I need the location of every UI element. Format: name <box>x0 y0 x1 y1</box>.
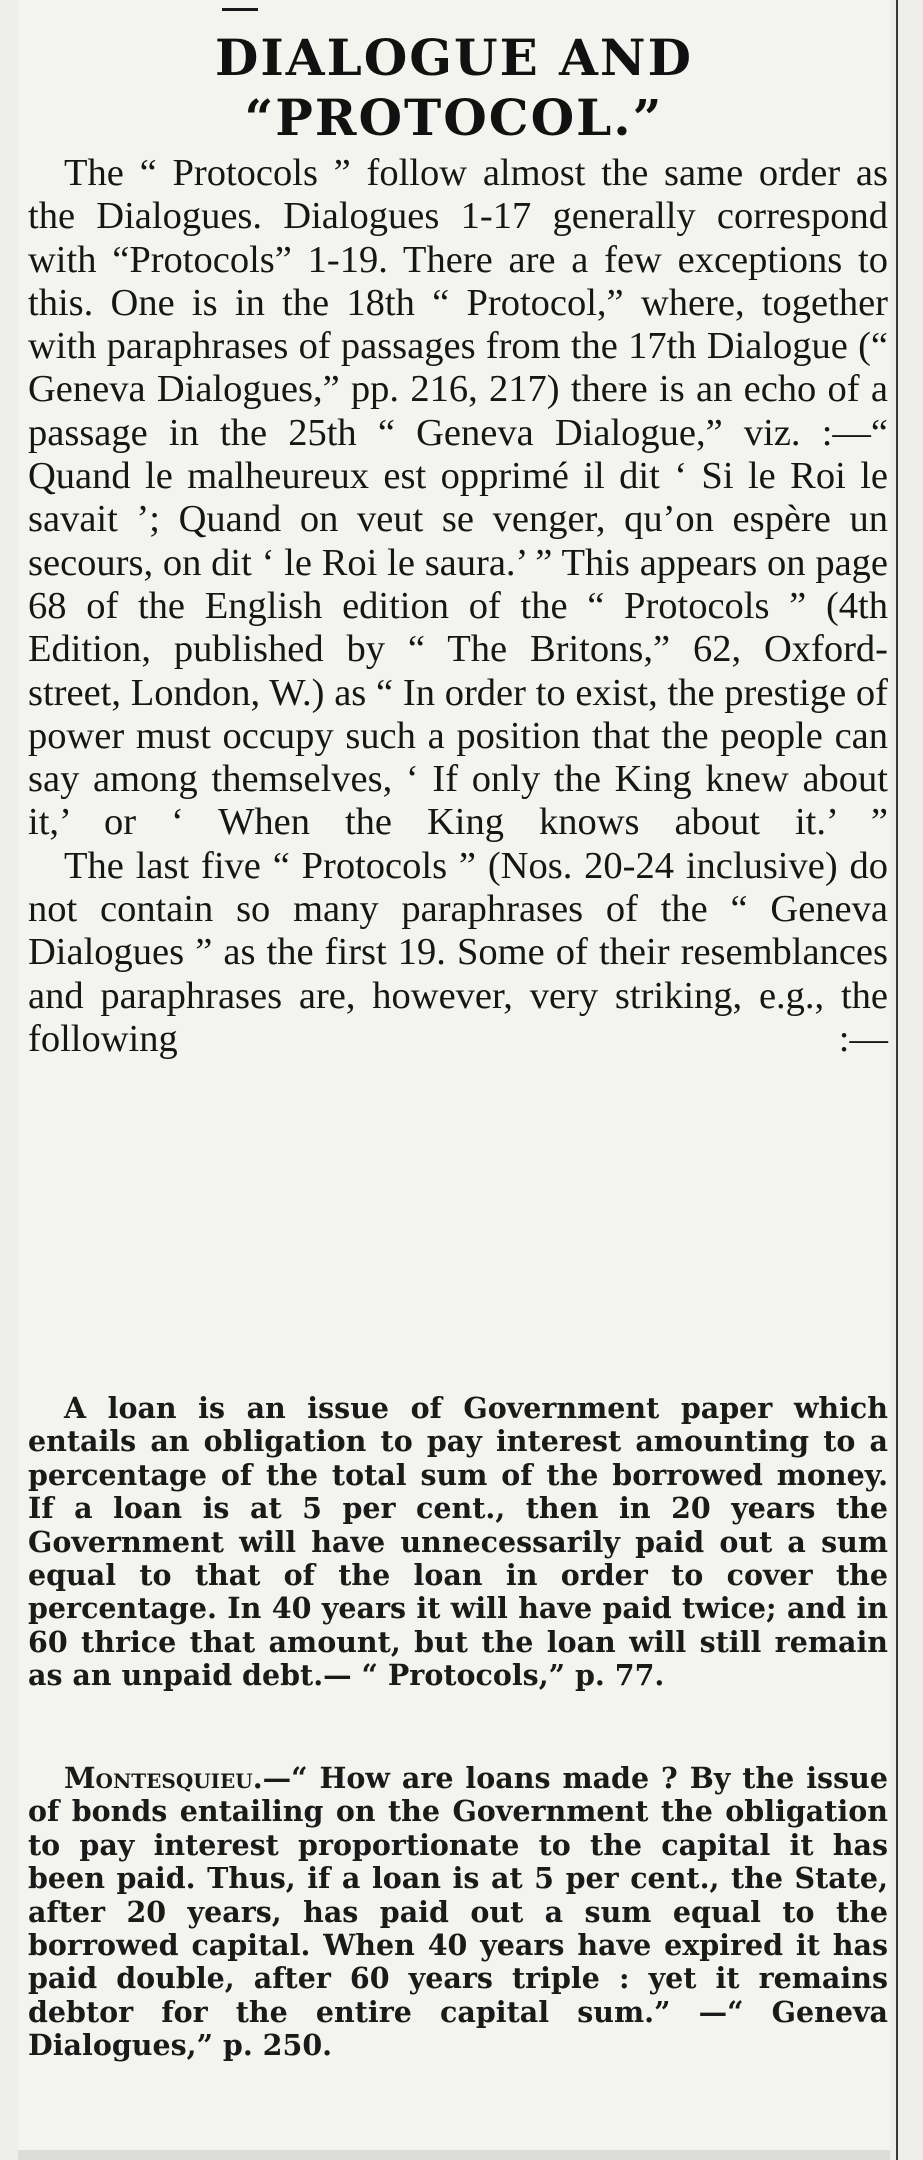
bottom-edge <box>18 2150 890 2160</box>
paragraph-protocols-order: The “ Protocols ” follow almost the same order as the Dialogues. Dialogues 1-17 generally correspond with “Protocols” 1-19. There are a few exceptions to this. One is in the 18th “ Protocol,” where, together with paraphrases of passages from the 17th Dialogue (“ Geneva Dialogues,” pp. 216, 217) there is an echo of a passage in the 25th “ Geneva Dialogue,” viz. :—“ Quand le malheureux est opprimé il dit ‘ Si le Roi le savait ’; Quand on veut se venger, qu’on espère un secours, on dit ‘ le Roi le saura.’ ” This appears on page 68 of the English edition of the “ Protocols ” (4th Edition, published by “ The Britons,” 62, Oxford-street, London, W.) as “ In order to exist, the prestige of power must occupy such a position that the people can say among themselves, ‘ If only the King knew about it,’ or ‘ When the King knows about it.’ ” <box>28 152 888 844</box>
paragraph-last-five: The last five “ Protocols ” (Nos. 20-24 inclusive) do not contain so many paraphrases of the “ Geneva Dialogues ” as the first 19. Some of their resemblances and paraphrases are, however, very striking, e.g., the following :— <box>28 844 888 1060</box>
headline-line-1: DIALOGUE AND <box>215 28 693 87</box>
headline <box>18 28 890 148</box>
quote-geneva-dialogues <box>28 1762 888 2063</box>
top-rule <box>222 8 258 11</box>
quote-protocols-text: A loan is an issue of Government paper which entails an obligation to pay interest amounting to a percentage of the total sum of the borrowed money. If a loan is at 5 per cent., then in 20 years the Government will have unnecessarily paid out a sum equal to that of the loan in order to cover the percentage. In 40 years it will have paid twice; and in 60 thrice that amount, but the loan will still remain as an unpaid debt.— “ Protocols,” p. 77. <box>28 1391 888 1693</box>
quote-speaker: Montesquieu. <box>64 1761 263 1795</box>
headline-line-2: “PROTOCOL.” <box>244 88 664 147</box>
column-rule <box>896 0 898 2160</box>
article-body <box>28 152 888 1061</box>
quote-geneva-text: —“ How are loans made ? By the issue of bonds entailing on the Government the obligation to pay interest proportionate to the capital it has been paid. Thus, if a loan is at 5 per cent., the State, after 20 years, has paid out a sum equal to the borrowed capital. When 40 years have expired it has paid double, after 60 years triple : yet it remains debtor for the entire capital sum.” —“ Geneva Dialogues,” p. 250. <box>28 1761 888 2063</box>
quote-protocols-loan <box>28 1392 888 1693</box>
quote-geneva-paragraph <box>28 1762 888 2063</box>
